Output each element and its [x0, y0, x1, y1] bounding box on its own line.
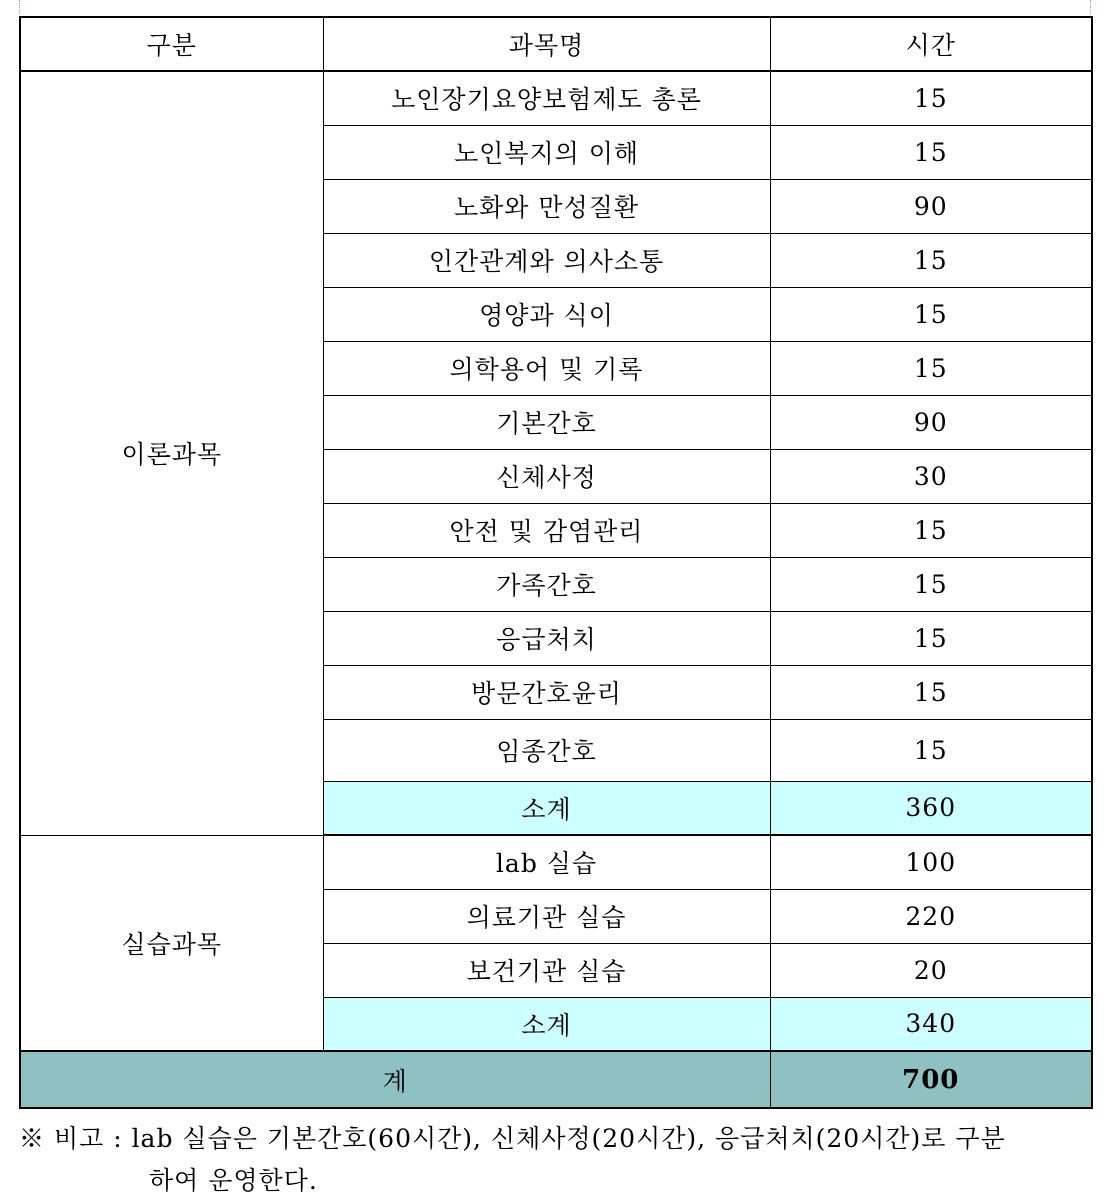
- hours-cell: 15: [770, 341, 1092, 395]
- total-label: 계: [20, 1051, 770, 1108]
- subtotal-hours: 340: [770, 997, 1092, 1051]
- subject-cell: 안전 및 감염관리: [323, 503, 770, 557]
- subtotal-label: 소계: [323, 781, 770, 835]
- hours-cell: 15: [770, 71, 1092, 125]
- hours-cell: 15: [770, 287, 1092, 341]
- grand-total-row: [20, 1051, 1092, 1108]
- hours-cell: 15: [770, 557, 1092, 611]
- subject-cell: 노인복지의 이해: [323, 125, 770, 179]
- header-subject: 과목명: [323, 17, 770, 71]
- subject-cell: 노인장기요양보험제도 총론: [323, 71, 770, 125]
- subject-cell: 임종간호: [323, 719, 770, 781]
- subtotal-hours: 360: [770, 781, 1092, 835]
- subject-cell: 보건기관 실습: [323, 943, 770, 997]
- hours-cell: 30: [770, 449, 1092, 503]
- subject-cell: 인간관계와 의사소통: [323, 233, 770, 287]
- subject-cell: lab 실습: [323, 835, 770, 889]
- subtotal-label: 소계: [323, 997, 770, 1051]
- subject-cell: 의료기관 실습: [323, 889, 770, 943]
- table-row: [20, 835, 1092, 889]
- hours-cell: 100: [770, 835, 1092, 889]
- hours-cell: 15: [770, 125, 1092, 179]
- curriculum-table: [19, 16, 1093, 1109]
- total-hours: 700: [770, 1051, 1092, 1108]
- hours-cell: 15: [770, 665, 1092, 719]
- remark-note: [19, 1118, 1094, 1202]
- hours-cell: 220: [770, 889, 1092, 943]
- subject-cell: 기본간호: [323, 395, 770, 449]
- category-practice: 실습과목: [20, 835, 323, 1051]
- hours-cell: 15: [770, 503, 1092, 557]
- hours-cell: 15: [770, 719, 1092, 781]
- header-category: 구분: [20, 17, 323, 71]
- hours-cell: 90: [770, 179, 1092, 233]
- subject-cell: 의학용어 및 기록: [323, 341, 770, 395]
- category-theory: 이론과목: [20, 71, 323, 835]
- table-header-row: [20, 17, 1092, 71]
- subject-cell: 가족간호: [323, 557, 770, 611]
- subject-cell: 응급처치: [323, 611, 770, 665]
- subject-cell: 노화와 만성질환: [323, 179, 770, 233]
- table-row: [20, 71, 1092, 125]
- page-guide-right: [1090, 0, 1091, 14]
- hours-cell: 20: [770, 943, 1092, 997]
- remark-line-1: ※ 비고 : lab 실습은 기본간호(60시간), 신체사정(20시간), 응급처치(20시간)로 구분: [19, 1124, 1006, 1153]
- subject-cell: 영양과 식이: [323, 287, 770, 341]
- remark-line-2: 하여 운영한다.: [149, 1166, 318, 1195]
- hours-cell: 90: [770, 395, 1092, 449]
- subject-cell: 방문간호윤리: [323, 665, 770, 719]
- hours-cell: 15: [770, 233, 1092, 287]
- hours-cell: 15: [770, 611, 1092, 665]
- subject-cell: 신체사정: [323, 449, 770, 503]
- header-hours: 시간: [770, 17, 1092, 71]
- page-guide-left: [19, 0, 20, 14]
